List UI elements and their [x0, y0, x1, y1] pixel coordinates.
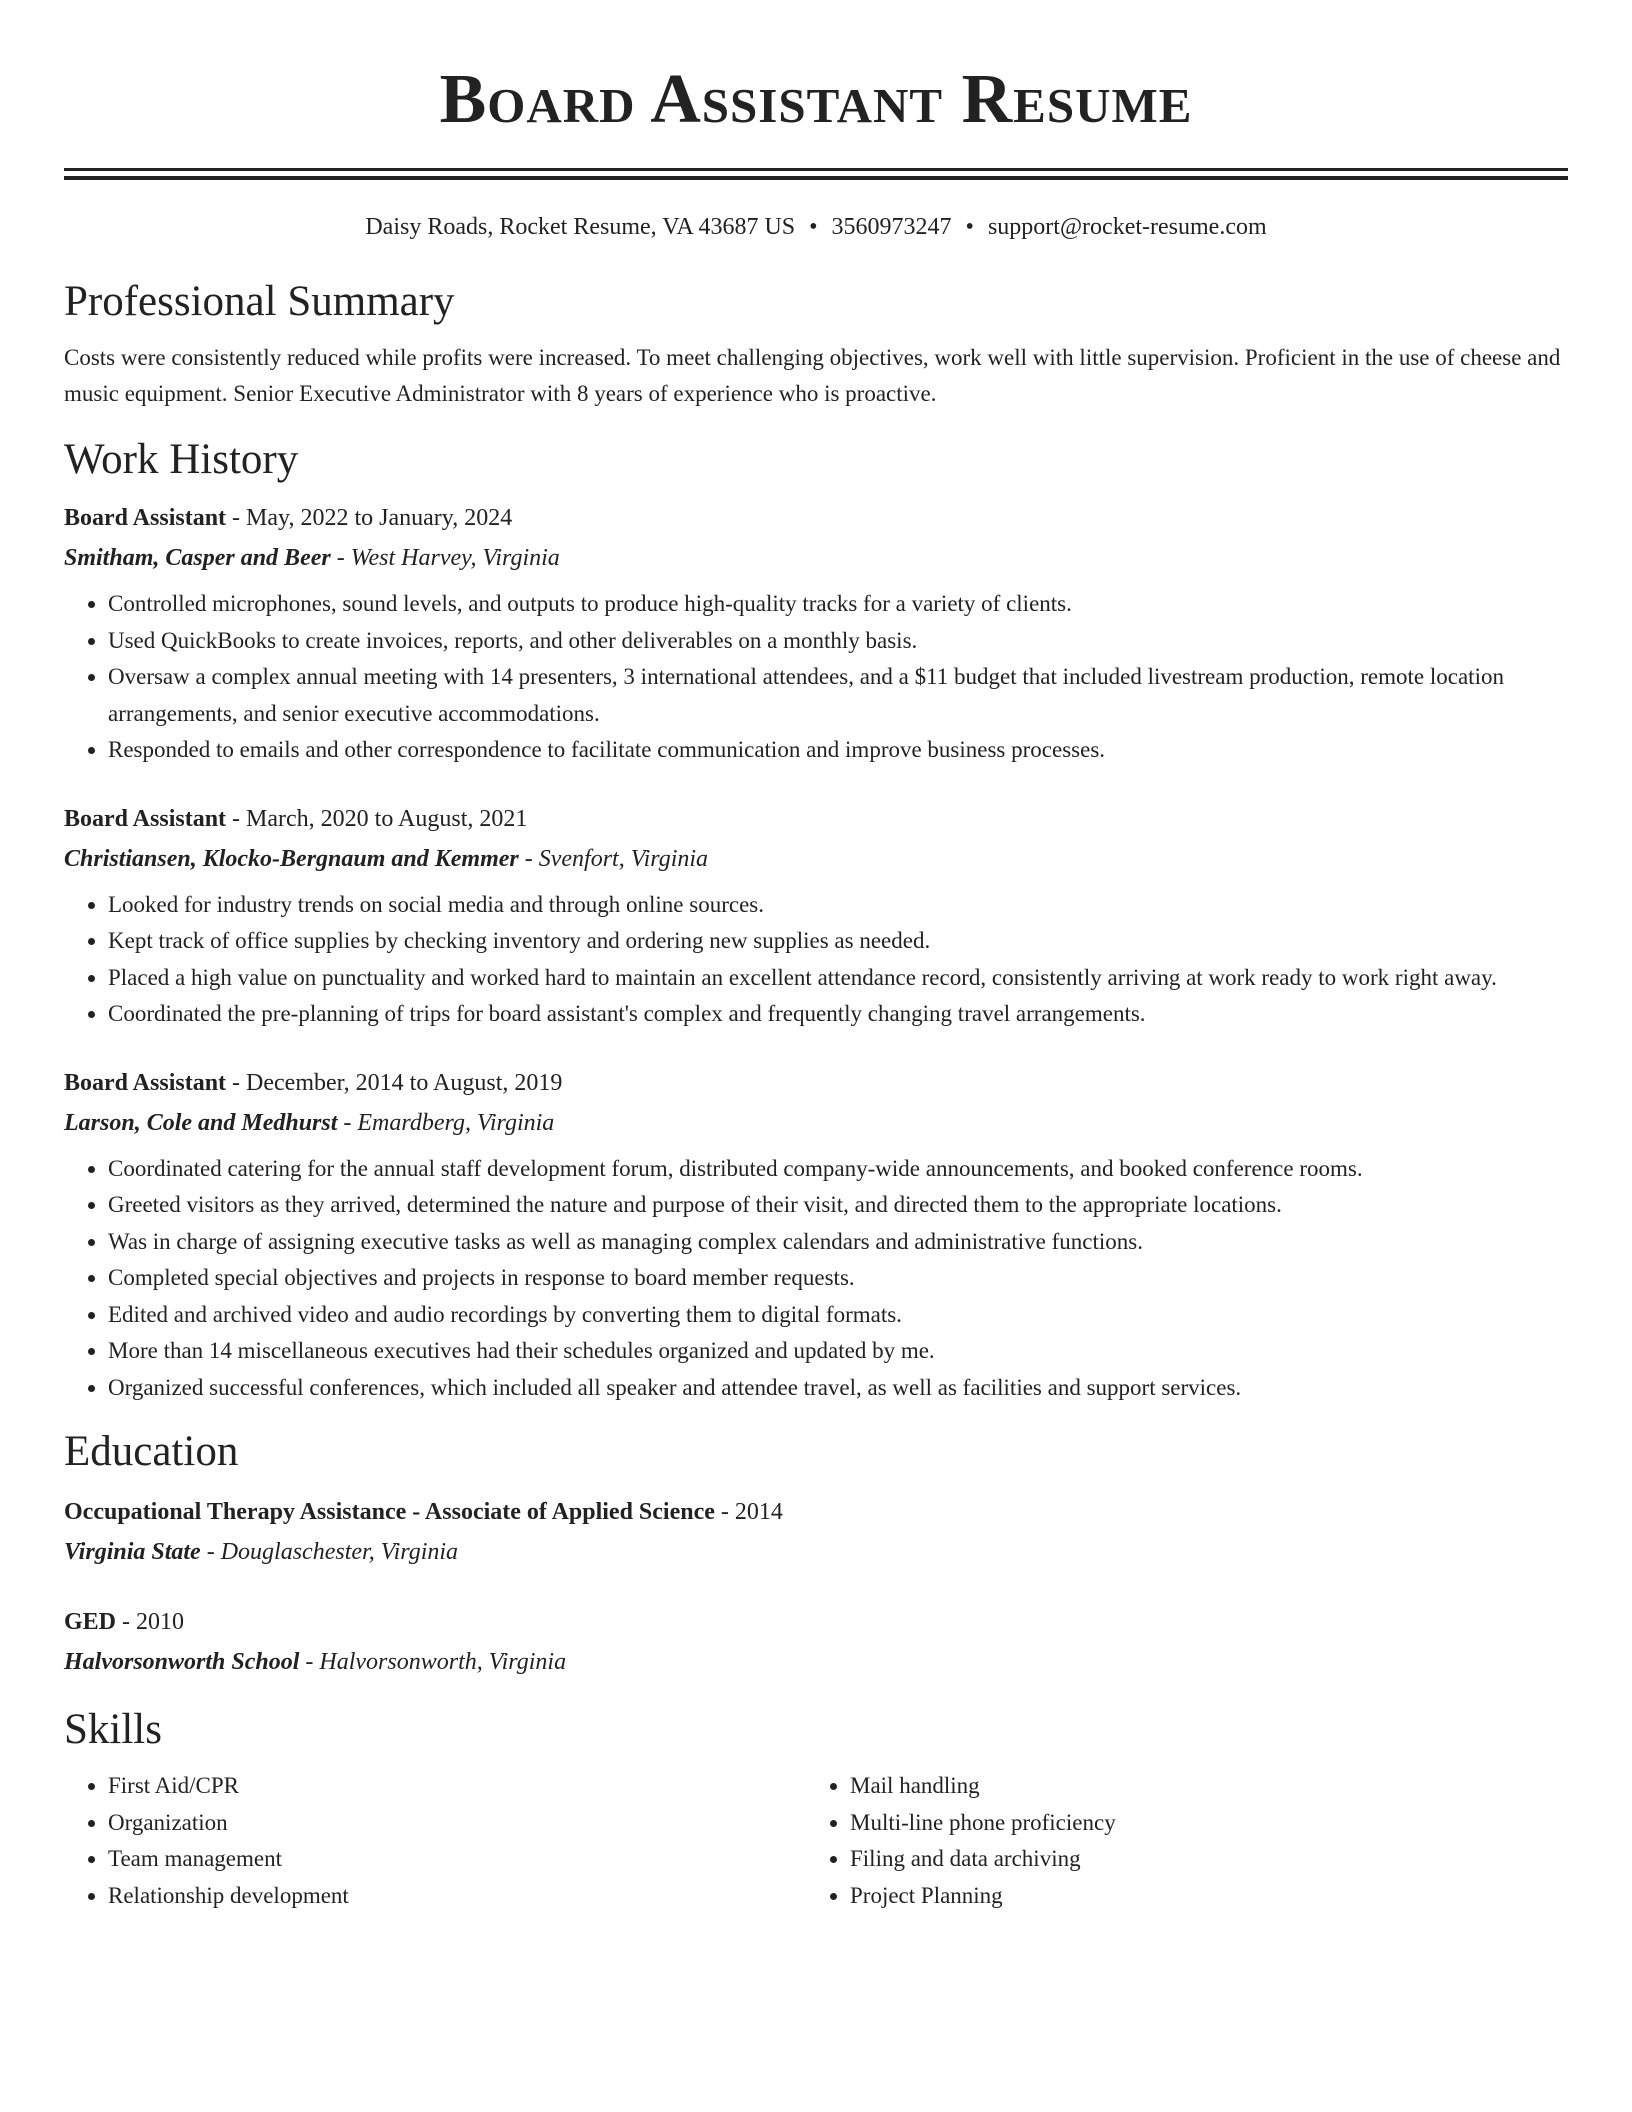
job-duty: • Looked for industry trends on social media and through online sources.	[108, 887, 1568, 924]
job-duty: • Coordinated the pre-planning of trips for board assistant's complex and frequently changing travel arrangements.	[108, 996, 1568, 1033]
job-duty: • Was in charge of assigning executive tasks as well as managing complex calendars and administrative functions.	[108, 1224, 1568, 1261]
school-location: - Douglaschester, Virginia	[200, 1539, 459, 1565]
school-line	[64, 1532, 1568, 1572]
skill-item: • Multi-line phone proficiency	[850, 1805, 1548, 1842]
summary-heading: Professional Summary	[64, 278, 455, 325]
job-duty: • Used QuickBooks to create invoices, reports, and other deliverables on a monthly basis.	[108, 623, 1568, 660]
skill-item: • Relationship development	[108, 1878, 806, 1915]
job-duty: • Controlled microphones, sound levels, and outputs to produce high-quality tracks for a variety of clients.	[108, 586, 1568, 623]
job-duty: • Organized successful conferences, which included all speaker and attendee travel, as well as facilities and support services.	[108, 1370, 1568, 1407]
job-title-line	[64, 498, 1568, 538]
job-duty: • Coordinated catering for the annual staff development forum, distributed company-wide announcements, and booked conference rooms.	[108, 1151, 1568, 1188]
job-duty: • Responded to emails and other correspondence to facilitate communication and improve business processes.	[108, 732, 1568, 769]
job-duties-list	[64, 887, 1568, 1033]
skills-heading: Skills	[64, 1706, 162, 1753]
job-duties-list	[64, 1151, 1568, 1407]
contact-separator: •	[809, 214, 818, 240]
education-entry	[64, 1492, 1568, 1572]
job-title: Board Assistant	[64, 1069, 227, 1096]
company-location: - Emardberg, Virginia	[337, 1109, 555, 1136]
skills-list	[806, 1768, 1548, 1914]
job-dates: - May, 2022 to January, 2024	[226, 505, 513, 531]
job-title: Board Assistant	[64, 805, 227, 832]
degree-year: - 2014	[714, 1499, 783, 1525]
school-name: Virginia State	[64, 1539, 201, 1565]
job-title-line	[64, 799, 1568, 839]
work-history-heading: Work History	[64, 436, 299, 483]
company-line	[64, 1103, 1568, 1143]
skills-column-left	[64, 1768, 806, 1914]
job-duty: • Oversaw a complex annual meeting with 14 presenters, 3 international attendees, and a $11 budget that included livestream production, remote location arrangements, and senior executive accommodations.	[108, 659, 1568, 732]
job-duty: • Completed special objectives and projects in response to board member requests.	[108, 1260, 1568, 1297]
job-title: Board Assistant	[64, 505, 227, 531]
contact-address: Daisy Roads, Rocket Resume, VA 43687 US	[365, 214, 796, 240]
degree-line	[64, 1602, 1568, 1642]
resume-title: Board Assistant Resume	[439, 61, 1193, 138]
title-double-rule	[64, 168, 1568, 180]
summary-text: Costs were consistently reduced while profits were increased. To meet challenging objectives, work well with little supervision. Proficient in the use of cheese and music equipment. Senior Executive Administrator with 8 years of experience who is proactive.	[64, 345, 1561, 406]
job-duty: • More than 14 miscellaneous executives had their schedules organized and updated by me.	[108, 1333, 1568, 1370]
education-entry	[64, 1602, 1568, 1682]
job-dates: - December, 2014 to August, 2019	[226, 1069, 563, 1096]
skill-item: • Team management	[108, 1841, 806, 1878]
job-duty: • Placed a high value on punctuality and worked hard to maintain an excellent attendance record, consistently arriving at work ready to work right away.	[108, 960, 1568, 997]
job-entry	[64, 799, 1568, 1033]
degree-name: Occupational Therapy Assistance - Associate of Applied Science	[64, 1499, 715, 1525]
education-heading: Education	[64, 1428, 239, 1475]
company-line	[64, 538, 1568, 578]
contact-phone: 3560973247	[831, 214, 952, 240]
degree-year: - 2010	[116, 1609, 185, 1635]
school-name: Halvorsonworth School	[64, 1649, 300, 1675]
company-line	[64, 839, 1568, 879]
contact-email: support@rocket-resume.com	[987, 214, 1267, 240]
company-name: Christiansen, Klocko-Bergnaum and Kemmer	[64, 845, 519, 872]
job-entry	[64, 1063, 1568, 1407]
company-location: - West Harvey, Virginia	[330, 545, 560, 571]
job-duty: • Kept track of office supplies by checking inventory and ordering new supplies as needed.	[108, 923, 1568, 960]
degree-name: GED	[64, 1609, 117, 1635]
job-dates: - March, 2020 to August, 2021	[226, 805, 528, 832]
skill-item: • First Aid/CPR	[108, 1768, 806, 1805]
job-title-line	[64, 1063, 1568, 1103]
company-location: - Svenfort, Virginia	[518, 845, 709, 872]
company-name: Larson, Cole and Medhurst	[64, 1109, 338, 1136]
job-duties-list	[64, 586, 1568, 769]
degree-line	[64, 1492, 1568, 1532]
skills-column-right	[806, 1768, 1548, 1914]
job-duty: • Greeted visitors as they arrived, determined the nature and purpose of their visit, and directed them to the appropriate locations.	[108, 1187, 1568, 1224]
school-line	[64, 1642, 1568, 1682]
job-duty: • Edited and archived video and audio recordings by converting them to digital formats.	[108, 1297, 1568, 1334]
job-entry	[64, 498, 1568, 769]
skill-item: • Organization	[108, 1805, 806, 1842]
skills-grid	[64, 1768, 1568, 1914]
skill-item: • Filing and data archiving	[850, 1841, 1548, 1878]
skill-item: • Mail handling	[850, 1768, 1548, 1805]
skills-list	[64, 1768, 806, 1914]
skill-item: • Project Planning	[850, 1878, 1548, 1915]
contact-line	[64, 210, 1568, 244]
company-name: Smitham, Casper and Beer	[64, 545, 331, 571]
school-location: - Halvorsonworth, Virginia	[299, 1649, 567, 1675]
contact-separator: •	[965, 214, 974, 240]
